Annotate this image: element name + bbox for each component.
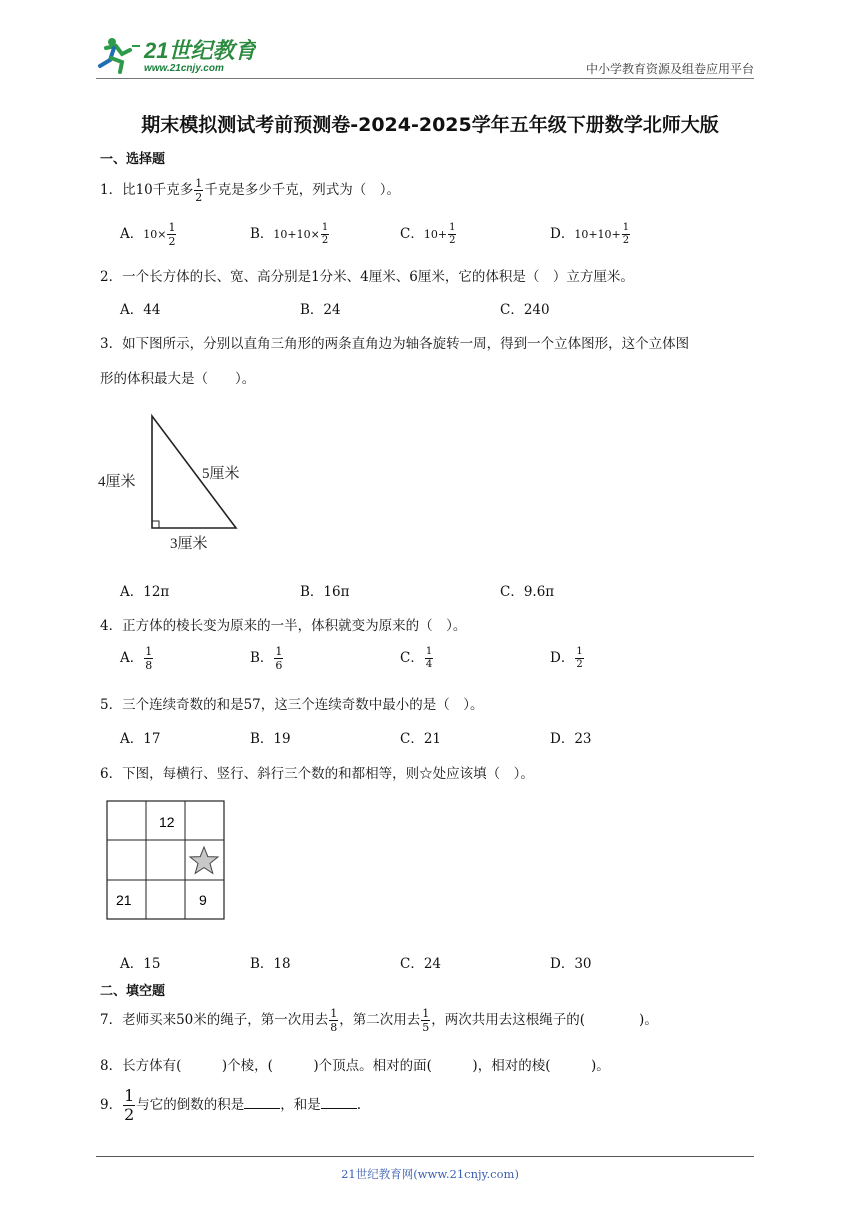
q1-text-pre: 比10千克多 <box>122 182 194 198</box>
grid-cell-12: 12 <box>159 814 175 830</box>
question-8: 8．长方体有( )个棱，( )个顶点。相对的面( )，相对的棱( )。 <box>100 1058 610 1074</box>
question-3-line1: 3．如下图所示，分别以直角三角形的两条直角边为轴各旋转一周，得到一个立体图形，这个立体图 <box>100 336 690 352</box>
label-hypotenuse: 5厘米 <box>202 466 240 482</box>
q4-option-a[interactable]: A． $\frac{1}{8}$ <box>120 645 153 672</box>
question-1 <box>100 178 400 203</box>
q2-option-a[interactable]: A．44 <box>120 302 161 318</box>
q4-option-c[interactable]: C． $\frac{1}{4}$ <box>400 646 433 670</box>
q6-option-d[interactable]: D．30 <box>550 956 592 972</box>
triangle-figure <box>96 408 266 558</box>
q5-option-c[interactable]: C．21 <box>400 731 442 747</box>
site-logo <box>96 36 256 76</box>
q6-option-c[interactable]: C．24 <box>400 956 442 972</box>
q9-blank-sum[interactable] <box>321 1096 357 1109</box>
section-choice-heading: 一、选择题 <box>100 152 166 167</box>
q1-text-post: 千克是多少千克，列式为（ ）。 <box>204 182 401 198</box>
question-7: 7．老师买来50米的绳子，第一次用去 $\frac{1}{8}$ ，第二次用去 $\frac{1}{5}$ ，两次共用去这根绳子的( )。 <box>100 1007 658 1034</box>
q3-option-b[interactable]: B．16π <box>300 584 350 600</box>
q1-option-b[interactable]: B．10+10× $\frac{1}{2}$ <box>250 222 329 246</box>
logo-url: www.21cnjy.com <box>144 63 224 74</box>
q9-blank-product[interactable] <box>244 1096 280 1109</box>
q4-option-b[interactable]: B． $\frac{1}{6}$ <box>250 645 283 672</box>
magic-square-grid <box>106 800 226 922</box>
question-5: 5．三个连续奇数的和是57，这三个连续奇数中最小的是（ ）。 <box>100 697 484 713</box>
q1-number: 1． <box>100 182 123 198</box>
q5-option-d[interactable]: D．23 <box>550 731 592 747</box>
q1-option-d[interactable]: D．10+10+ $\frac{1}{2}$ <box>550 222 630 246</box>
star-icon <box>190 847 218 873</box>
q3-option-a[interactable]: A．12π <box>120 584 170 600</box>
right-angle-mark <box>152 521 159 528</box>
grid-cell-9: 9 <box>199 892 207 908</box>
header-divider <box>96 78 754 79</box>
footer-text: 21世纪教育网(www.21cnjy.com) <box>341 1167 519 1181</box>
q4-option-d[interactable]: D． $\frac{1}{2}$ <box>550 646 583 670</box>
q5-option-a[interactable]: A．17 <box>120 731 161 747</box>
question-6: 6．下图，每横行、竖行、斜行三个数的和都相等，则☆处应该填（ ）。 <box>100 766 534 782</box>
q1-fraction: $\frac{1}{2}$ <box>195 177 203 204</box>
header-platform-text: 中小学教育资源及组卷应用平台 <box>585 62 754 76</box>
q1-option-a[interactable]: A．10× $\frac{1}{2}$ <box>120 221 176 248</box>
q1-option-c[interactable]: C．10+ $\frac{1}{2}$ <box>400 222 456 246</box>
q5-option-b[interactable]: B．19 <box>250 731 291 747</box>
label-bottom: 3厘米 <box>170 536 208 552</box>
question-9: 9． $\frac{1}{2}$ 与它的倒数的积是 ，和是 . <box>100 1086 362 1124</box>
question-3-line2: 形的体积最大是（ ）。 <box>100 371 256 387</box>
section-fill-heading: 二、填空题 <box>100 984 166 999</box>
question-2: 2．一个长方体的长、宽、高分别是1分米、4厘米、6厘米，它的体积是（ ）立方厘米。 <box>100 269 634 285</box>
q6-option-a[interactable]: A．15 <box>120 956 161 972</box>
label-left: 4厘米 <box>98 474 136 490</box>
q3-option-c[interactable]: C．9.6π <box>500 584 555 600</box>
grid-cell-21: 21 <box>116 892 132 908</box>
q6-option-b[interactable]: B．18 <box>250 956 291 972</box>
question-4: 4．正方体的棱长变为原来的一半，体积就变为原来的（ ）。 <box>100 618 467 634</box>
q2-option-b[interactable]: B．24 <box>300 302 341 318</box>
page-title: 期末模拟测试考前预测卷-2024-2025学年五年级下册数学北师大版 <box>141 114 719 136</box>
logo-text: 21世纪教育 <box>144 38 256 63</box>
footer-divider <box>96 1156 754 1157</box>
q2-option-c[interactable]: C．240 <box>500 302 550 318</box>
